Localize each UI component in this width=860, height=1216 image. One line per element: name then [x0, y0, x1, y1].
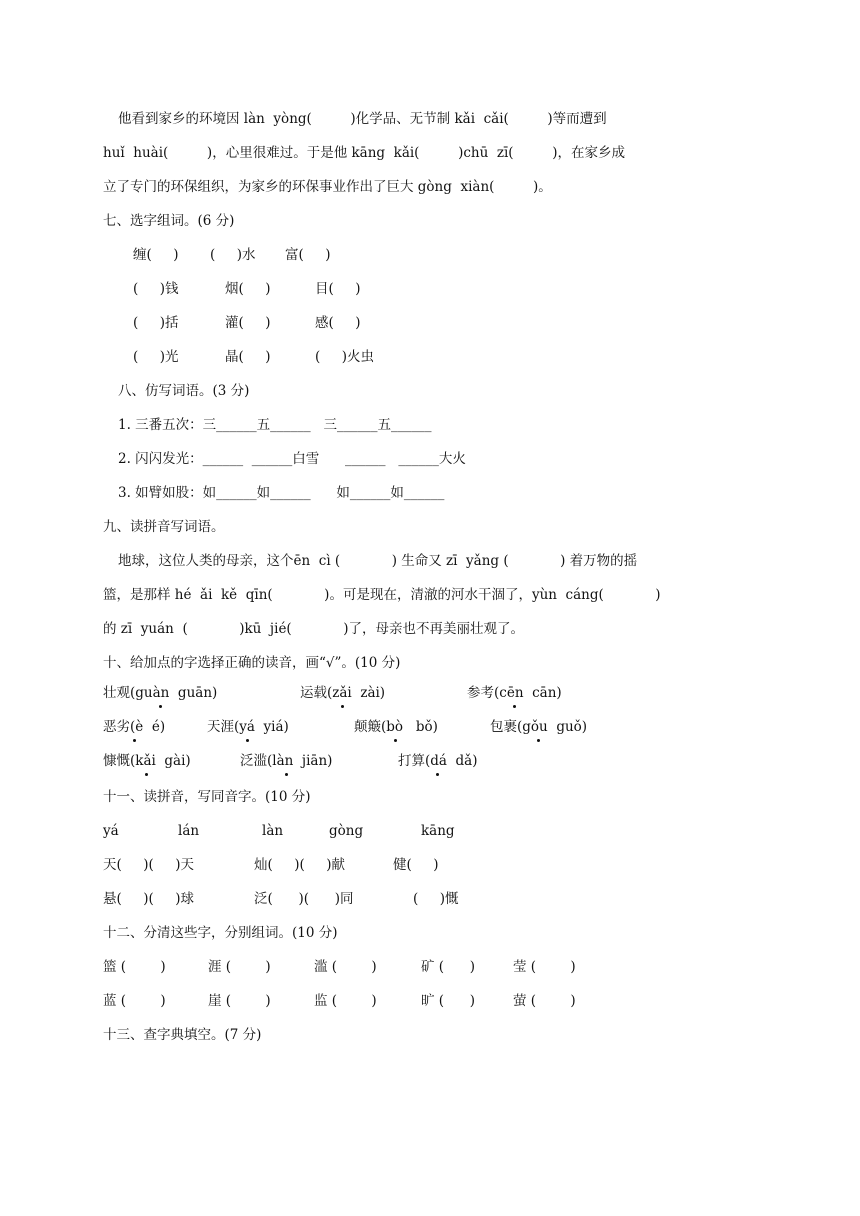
blank-item: 感( ): [315, 315, 361, 331]
blank-item: 健( ): [393, 857, 439, 873]
pronunciation-item: [103, 749, 191, 773]
pinyin-label: kāng: [421, 823, 455, 839]
imitate-item: [0, 447, 860, 471]
blank-item: 晶( ): [225, 349, 271, 365]
fill-paragraph-line-3: [0, 175, 860, 199]
reading-options: (làn jiān): [267, 753, 333, 769]
pinyin-label: yá: [103, 823, 119, 839]
pinyin-label: gòng: [329, 823, 364, 839]
reading-options: (gǒu guǒ): [517, 719, 588, 735]
dotted-char: 簸: [367, 719, 381, 735]
word-char: 恶: [103, 719, 117, 735]
paragraph-text: huǐ huài( )，心里很难过。于是他 kāng kǎi( )chū zī( )，在家乡成: [103, 145, 625, 161]
pinyin-paragraph-line-3: [0, 617, 860, 641]
section-9-title-line: [0, 515, 860, 539]
blank-item: 篮 ( ): [103, 959, 166, 975]
word-char: 考: [480, 685, 494, 701]
word-char: 天: [207, 719, 221, 735]
word-group-row: [0, 989, 860, 1013]
dotted-char: 裹: [503, 719, 517, 735]
section-10-title-line: [0, 651, 860, 675]
pronunciation-row: [0, 749, 860, 773]
blank-item: ( )钱: [133, 281, 179, 297]
imitate-item: [0, 481, 860, 505]
select-row: [0, 345, 860, 369]
blank-item: ( )火虫: [315, 349, 374, 365]
section-12-title-line: [0, 921, 860, 945]
dotted-char: 涯: [220, 719, 234, 735]
word-char: 打: [398, 753, 412, 769]
blank-item: 监 ( ): [314, 993, 377, 1009]
blank-item: 莹 ( ): [513, 959, 576, 975]
fill-paragraph-line-2: [0, 141, 860, 165]
select-row: [0, 243, 860, 267]
blank-item: ( )慨: [413, 891, 459, 907]
dotted-char: 滥: [253, 753, 267, 769]
blank-item: 萤 ( ): [513, 993, 576, 1009]
blank-item: 灿( )( )献: [254, 857, 345, 873]
blank-item: 蓝 ( ): [103, 993, 166, 1009]
section-8-title-line: [0, 379, 860, 403]
blank-item: 烟( ): [225, 281, 271, 297]
imitate-text: 3. 如臂如股：如______如______ 如______如______: [118, 485, 445, 501]
pronunciation-item: [398, 749, 478, 773]
blank-item: ( )括: [133, 315, 179, 331]
blank-item: ( )光: [133, 349, 179, 365]
section-title: 九、读拼音写词语。: [103, 519, 225, 535]
reading-options: (kǎi gài): [130, 753, 191, 769]
word-char: 颠: [354, 719, 368, 735]
pronunciation-item: [300, 681, 385, 705]
dotted-char: 劣: [116, 719, 130, 735]
blank-item: 旷 ( ): [421, 993, 476, 1009]
pronunciation-row: [0, 715, 860, 739]
imitate-text: 1. 三番五次：三______五______ 三______五______: [118, 417, 432, 433]
blank-item: 灌( ): [225, 315, 271, 331]
pronunciation-item: [103, 715, 165, 739]
select-row: [0, 311, 860, 335]
reading-options: (yá yiá): [234, 719, 289, 735]
pronunciation-item: [467, 681, 562, 705]
word-group-row: [0, 955, 860, 979]
reading-options: (zǎi zài): [327, 685, 386, 701]
fill-paragraph-line-1: [0, 107, 860, 131]
word-char: 包: [490, 719, 504, 735]
reading-options: (dá dǎ): [425, 753, 478, 769]
pinyin-paragraph-line-2: [0, 583, 860, 607]
blank-item: 悬( )( )球: [103, 891, 194, 907]
blank-item: ( )水: [210, 247, 256, 263]
homophone-row: [0, 853, 860, 877]
pronunciation-item: [240, 749, 332, 773]
blank-item: 矿 ( ): [421, 959, 476, 975]
dotted-char: 慨: [116, 753, 130, 769]
imitate-item: [0, 413, 860, 437]
imitate-text: 2. 闪闪发光：______ ______白雪 ______ ______大火: [118, 451, 466, 467]
pinyin-label: làn: [262, 823, 284, 839]
dotted-char: 壮: [103, 685, 117, 701]
paragraph-text: 的 zī yuán ( )kū jié( )了，母亲也不再美丽壮观了。: [103, 621, 524, 637]
select-row: [0, 277, 860, 301]
reading-options: (è é): [130, 719, 166, 735]
section-13-title-line: [0, 1023, 860, 1047]
section-title: 十三、查字典填空。(7 分): [103, 1027, 262, 1043]
section-title: 十一、读拼音，写同音字。(10 分): [103, 789, 311, 805]
word-char: 观: [116, 685, 130, 701]
section-7-title-line: [0, 209, 860, 233]
paragraph-text: 他看到家乡的环境因 làn yòng( )化学品、无节制 kǎi cǎi( )等而遭到: [118, 111, 607, 127]
blank-item: 富( ): [285, 247, 331, 263]
word-char: 运: [300, 685, 314, 701]
reading-options: (bò bǒ): [381, 719, 438, 735]
section-title: 七、选字组词。(6 分): [103, 213, 235, 229]
blank-item: 滥 ( ): [314, 959, 377, 975]
word-char: 慷: [103, 753, 117, 769]
word-char: 泛: [240, 753, 254, 769]
pronunciation-row: [0, 681, 860, 705]
pinyin-row: [0, 819, 860, 843]
reading-options: (guàn guān): [130, 685, 218, 701]
paragraph-text: 篮，是那样 hé ǎi kě qīn( )。可是现在，清澈的河水干涸了，yùn cáng( ): [103, 587, 661, 603]
section-title: 十、给加点的字选择正确的读音，画“√”。(10 分): [103, 655, 401, 671]
dotted-char: 载: [313, 685, 327, 701]
section-title: 八、仿写词语。(3 分): [118, 383, 250, 399]
dotted-char: 算: [411, 753, 425, 769]
pinyin-label: lán: [178, 823, 200, 839]
blank-item: 目( ): [315, 281, 361, 297]
blank-item: 缠( ): [133, 247, 179, 263]
blank-item: 泛( )( )同: [254, 891, 354, 907]
section-title: 十二、分清这些字，分别组词。(10 分): [103, 925, 338, 941]
paragraph-text: 地球，这位人类的母亲，这个ēn cì ( ) 生命又 zī yǎng ( ) 着万物的摇: [118, 553, 638, 569]
blank-item: 崖 ( ): [208, 993, 271, 1009]
pronunciation-item: [354, 715, 438, 739]
pronunciation-item: [207, 715, 289, 739]
reading-options: (cēn cān): [494, 685, 562, 701]
blank-item: 涯 ( ): [208, 959, 271, 975]
paragraph-text: 立了专门的环保组织，为家乡的环保事业作出了巨大 gòng xiàn( )。: [103, 179, 552, 195]
section-11-title-line: [0, 785, 860, 809]
pronunciation-item: [103, 681, 217, 705]
pronunciation-item: [490, 715, 587, 739]
dotted-char: 参: [467, 685, 481, 701]
blank-item: 天( )( )天: [103, 857, 194, 873]
homophone-row: [0, 887, 860, 911]
pinyin-paragraph-line-1: [0, 549, 860, 573]
